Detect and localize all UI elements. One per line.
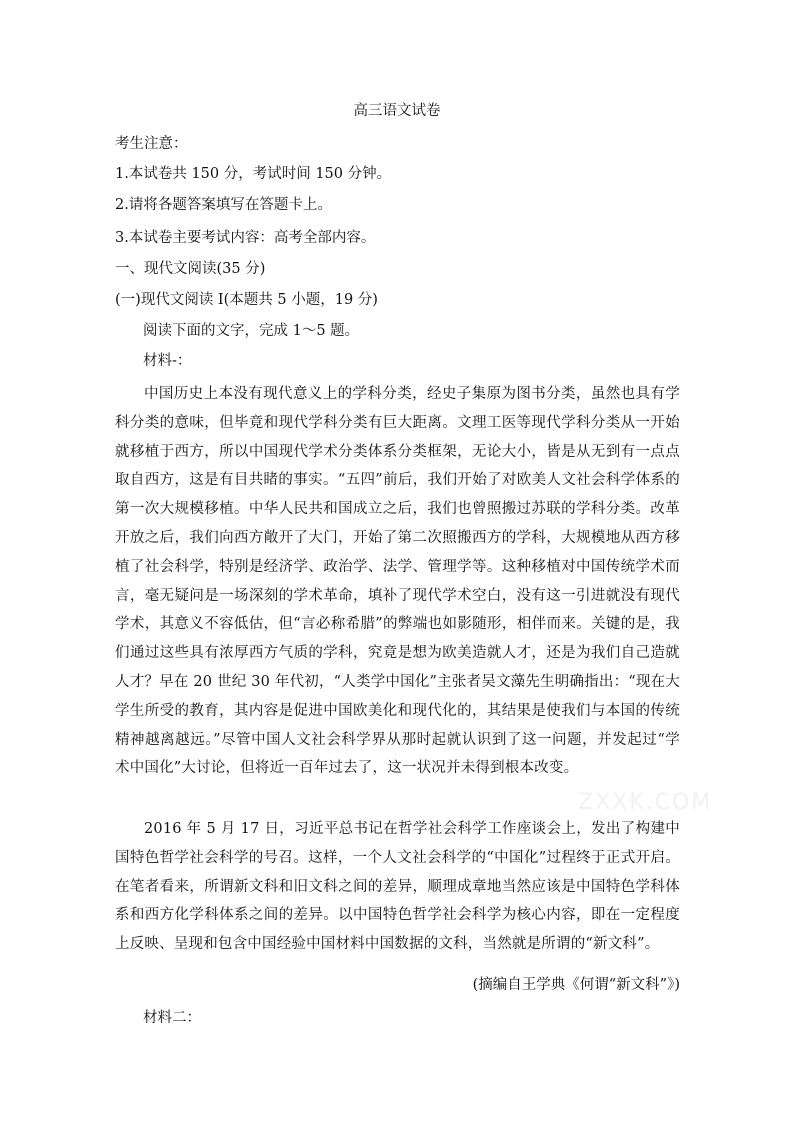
- notice-item: 3.本试卷主要考试内容：高考全部内容。: [115, 230, 376, 246]
- body-paragraph: 2016 年 5 月 17 日，习近平总书记在哲学社会科学工作座谈会上，发出了构建中国特色哲学社会科学的号召。这样，一个人文社会科学的“中国化”过程终于正式开启。在笔者看来，所谓新文科和旧文科之间的差异，顺理成章地当然应该是中国特色学科体系和西方化学科体系之间的差异。以中国特色哲学社会科学为核心内容，即在一定程度上反映、呈现和包含中国经验中国材料中国数据的文科，当然就是所谓的“新文科”。: [115, 821, 680, 953]
- exam-title: 高三语文试卷: [353, 103, 441, 119]
- notice-item: 1.本试卷共 150 分，考试时间 150 分钟。: [115, 166, 392, 182]
- reading-instruction: 阅读下面的文字，完成 1～5 题。: [143, 323, 360, 339]
- material-two-label: 材料二：: [143, 1010, 201, 1026]
- body-paragraph: 中国历史上本没有现代意义上的学科分类，经史子集原为图书分类，虽然也具有学科分类的意味，但毕竟和现代学科分类有巨大距离。文理工医等现代学科分类从一开始就移植于西方，所以中国现代学术分类体系分类框架，无论大小，皆是从无到有一点点取自西方，这是有目共睹的事实。“五四”前后，我们开始了对欧美人文社会科学体系的第一次大规模移植。中华人民共和国成立之后，我们也曾照搬过苏联的学科分类。改革开放之后，我们向西方敞开了大门，开始了第二次照搬西方的学科，大规模地从西方移植了社会科学，特别是经济学、政治学、法学、管理学等。这种移植对中国传统学术而言，毫无疑问是一场深刻的学术革命，填补了现代学术空白，没有这一引进就没有现代学术，其意义不容低估，但“言必称希腊”的弊端也如影随形，相伴而来。关键的是，我们通过这些具有浓厚西方气质的学科，究竟是想为欧美造就人才，还是为我们自己造就人才？早在 20 世纪 30 年代初，“人类学中国化”主张者吴文藻先生明确指出：“现在大学生所受的教育，其内容是促进中国欧美化和现代化的，其结果是使我们与本国的传统精神越离越远。”尽管中国人文社会科学界从那时起就认识到了这一问题，并发起过“学术中国化”大讨论，但将近一百年过去了，这一状况并未得到根本改变。: [115, 386, 680, 777]
- subsection-heading: (一)现代文阅读 I(本题共 5 小题，19 分): [115, 292, 378, 308]
- watermark: ZXXK.COM: [578, 790, 713, 815]
- material-one-label: 材料-：: [143, 353, 192, 369]
- notice-item: 2.请将各题答案填写在答题卡上。: [115, 197, 332, 213]
- notice-heading: 考生注意：: [115, 136, 188, 152]
- section-heading: 一、现代文阅读(35 分): [115, 261, 266, 277]
- source-citation: (摘编自王学典《何谓“新文科”》): [472, 977, 680, 993]
